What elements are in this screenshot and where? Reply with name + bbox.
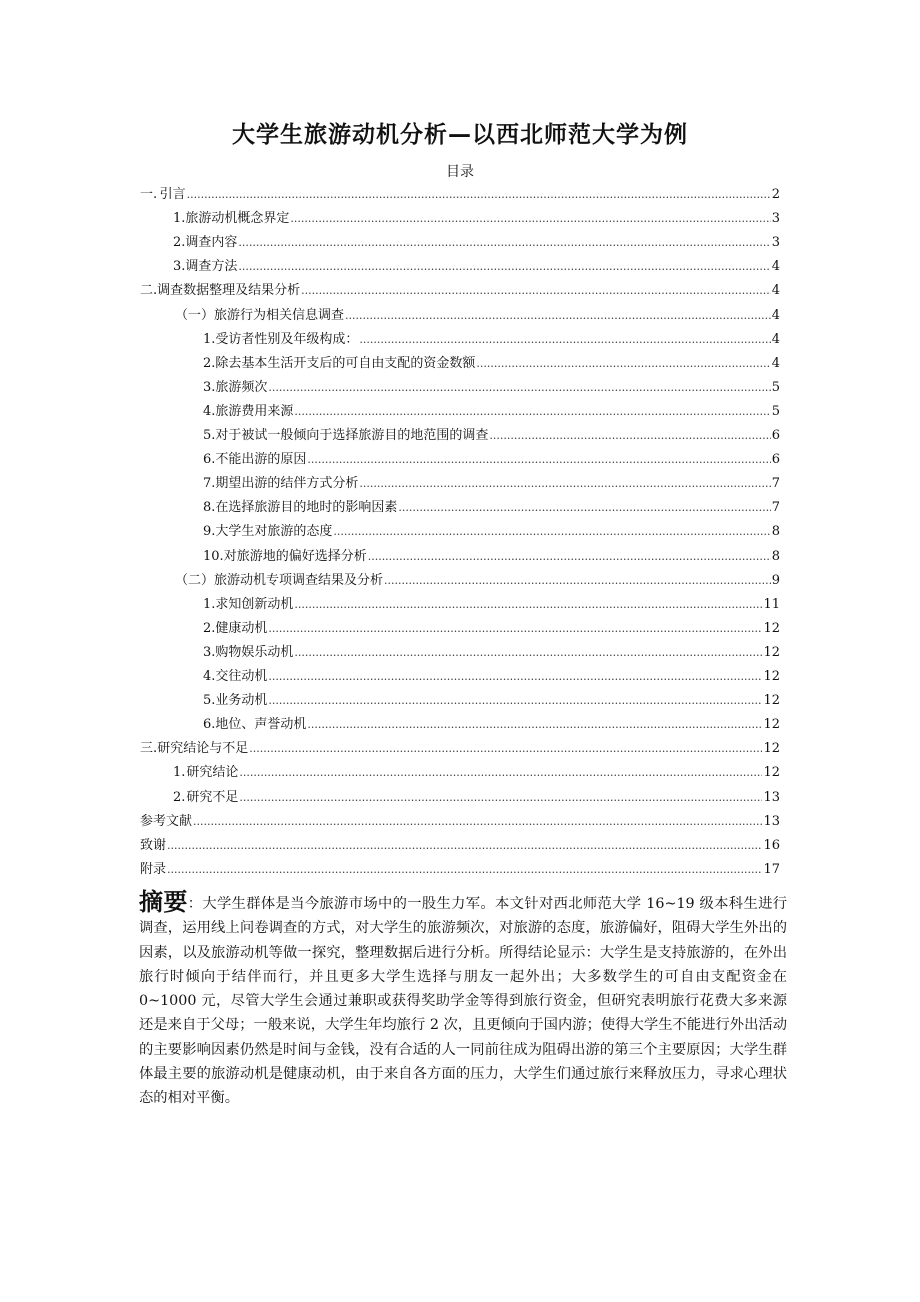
toc-entry-page: 3 xyxy=(771,211,780,227)
toc-leader-dots xyxy=(268,690,762,712)
toc-entry[interactable] xyxy=(140,859,780,881)
toc-leader-dots xyxy=(167,859,762,881)
toc-entry-number: 4. xyxy=(203,403,216,419)
toc-entry-page: 6 xyxy=(771,428,780,443)
toc-entry[interactable] xyxy=(203,666,780,688)
toc-leader-dots xyxy=(359,329,770,351)
toc-entry[interactable] xyxy=(203,497,780,519)
toc-entry-page: 6 xyxy=(771,452,780,468)
abstract-colon: ： xyxy=(187,896,203,912)
toc-entry[interactable] xyxy=(140,835,780,857)
toc-entry-number: 5. xyxy=(203,693,216,709)
toc-entry[interactable] xyxy=(203,594,780,616)
toc-entry-page: 4 xyxy=(771,259,780,275)
toc-leader-dots xyxy=(187,184,771,206)
toc-entry-page: 3 xyxy=(771,235,780,251)
toc-entry[interactable] xyxy=(203,377,780,399)
toc-leader-dots xyxy=(301,280,771,302)
toc-entry-number: 9. xyxy=(203,524,216,540)
toc-leader-dots xyxy=(167,835,762,857)
toc-entry[interactable] xyxy=(203,425,780,447)
abstract-label: 摘要 xyxy=(139,888,188,916)
toc-leader-dots xyxy=(476,353,770,375)
toc-leader-dots xyxy=(294,401,770,423)
toc-entry-label: 调查数据整理及结果分析 xyxy=(157,283,301,299)
toc-leader-dots xyxy=(294,642,762,664)
toc-entry-label: 研究结论与不足 xyxy=(157,741,249,757)
toc-entry-page: 4 xyxy=(771,331,780,347)
toc-entry-page: 8 xyxy=(771,524,780,540)
toc-entry[interactable] xyxy=(203,401,780,423)
toc-leader-dots xyxy=(268,377,770,399)
toc-entry-page: 4 xyxy=(771,307,780,323)
toc-entry-label: 旅游动机专项调查结果及分析 xyxy=(214,572,384,588)
toc-entry-label: 引言 xyxy=(159,187,186,202)
toc-entry-number: 2. xyxy=(203,355,216,371)
toc-entry-page: 4 xyxy=(771,283,780,299)
toc-entry-page: 4 xyxy=(771,355,780,371)
toc-entry-label: 旅游动机概念界定 xyxy=(185,211,290,227)
toc-entry-number: 7. xyxy=(203,476,216,492)
toc-entry-number: 三. xyxy=(140,741,158,757)
toc-leader-dots xyxy=(239,762,762,784)
toc-entry-label: 期望出游的结伴方式分析 xyxy=(215,476,359,492)
toc-entry[interactable] xyxy=(203,618,780,640)
toc-entry-number: 1. xyxy=(203,596,216,612)
toc-entry-page: 12 xyxy=(763,717,780,733)
toc-entry-number: 1. xyxy=(203,331,216,347)
toc-entry-label: 研究不足 xyxy=(186,789,239,805)
toc-entry[interactable] xyxy=(203,546,780,568)
toc-leader-dots xyxy=(268,618,762,640)
toc-entry-label: 致谢 xyxy=(140,837,167,853)
toc-leader-dots xyxy=(307,714,762,736)
toc-entry[interactable] xyxy=(173,787,780,809)
toc-entry-number: 5. xyxy=(203,428,216,443)
toc-entry-number: 8. xyxy=(203,500,216,516)
toc-entry-label: 调查内容 xyxy=(185,235,238,251)
toc-entry[interactable] xyxy=(140,184,780,206)
toc-entry[interactable] xyxy=(173,762,780,784)
toc-entry[interactable] xyxy=(203,642,780,664)
toc-entry-number: 6. xyxy=(203,717,216,733)
toc-leader-dots xyxy=(384,570,771,592)
toc-entry[interactable] xyxy=(203,473,780,495)
toc-entry-page: 12 xyxy=(763,620,780,636)
toc-entry-label: 业务动机 xyxy=(215,693,268,709)
toc-entry[interactable] xyxy=(140,280,780,302)
toc-leader-dots xyxy=(307,449,770,471)
toc-entry[interactable] xyxy=(203,329,780,351)
toc-leader-dots xyxy=(333,521,770,543)
toc-leader-dots xyxy=(359,473,770,495)
toc-leader-dots xyxy=(268,666,762,688)
document-title: 大学生旅游动机分析—以西北师范大学为例 xyxy=(232,122,688,148)
toc-entry-number: 一. xyxy=(140,187,158,202)
toc-leader-dots xyxy=(294,594,762,616)
toc-leader-dots xyxy=(290,208,770,230)
toc-entry[interactable] xyxy=(175,570,780,592)
toc-entry-label: 除去基本生活开支后的可自由支配的资金数额 xyxy=(215,355,476,371)
toc-entry-label: 购物娱乐动机 xyxy=(215,644,294,660)
toc-leader-dots xyxy=(238,232,770,254)
toc-entry-number: 3. xyxy=(203,644,216,660)
toc-entry-page: 12 xyxy=(763,741,780,757)
toc-entry-number: 4. xyxy=(203,669,216,684)
toc-entry-page: 12 xyxy=(763,765,780,781)
toc-entry-page: 12 xyxy=(763,644,780,660)
toc-entry[interactable] xyxy=(203,353,780,375)
toc-entry-label: 不能出游的原因 xyxy=(215,452,307,468)
toc-leader-dots xyxy=(239,787,762,809)
toc-entry-number: 2. xyxy=(203,620,216,636)
abstract-text: 大学生群体是当今旅游市场中的一股生力军。本文针对西北师范大学 16~19 级本科生进行调查，运用线上问卷调查的方式，对大学生的旅游频次，对旅游的态度，旅游偏好，阻碍大学生外出的因素，以及旅游动机等做一探究，整理数据后进行分析。所得结论显示：大学生是支持旅游的，在外出旅行时倾向于结伴而行，并且更多大学生选择与朋友一起外出；大多数学生的可自由支配资金在 0~1000 元，尽管大学生会通过兼职或获得奖助学金等得到旅行资金，但研究表明旅行花费大多来源还是来自于父母；一般来说，大学生年均旅行 2 次，且更倾向于国内游；使得大学生不能进行外出活动的主要影响因素仍然是时间与金钱，没有合适的人一同前往成为阻碍出游的第三个主要原因；大学生群体最主要的旅游动机是健康动机，由于来自各方面的压力，大学生们通过旅行来释放压力，寻求心理状态的相对平衡。 xyxy=(139,896,788,1107)
abstract-paragraph xyxy=(139,890,787,1111)
toc-entry-page: 13 xyxy=(763,789,780,805)
toc-entry[interactable] xyxy=(173,232,780,254)
toc-leader-dots xyxy=(193,811,762,833)
toc-heading: 目录 xyxy=(446,164,474,180)
toc-entry-number: 10. xyxy=(203,548,224,564)
toc-entry-page: 7 xyxy=(771,476,780,492)
toc-entry[interactable] xyxy=(140,738,780,760)
toc-entry-number: （二） xyxy=(175,572,215,588)
toc-entry[interactable] xyxy=(175,305,780,327)
toc-leader-dots xyxy=(345,305,771,327)
toc-entry-label: 受访者性别及年级构成： xyxy=(215,331,359,347)
toc-entry-page: 12 xyxy=(763,693,780,709)
toc-entry-label: 在选择旅游目的地时的影响因素 xyxy=(215,500,398,516)
toc-entry-label: 地位、声誉动机 xyxy=(215,717,307,733)
toc-entry[interactable] xyxy=(173,208,780,230)
toc-entry[interactable] xyxy=(173,256,780,278)
toc-entry-label: 对于被试一般倾向于选择旅游目的地范围的调查 xyxy=(215,428,489,443)
toc-leader-dots xyxy=(238,256,770,278)
toc-entry-label: 调查方法 xyxy=(185,259,238,275)
toc-entry-label: 交往动机 xyxy=(215,669,268,684)
toc-entry[interactable] xyxy=(203,714,780,736)
toc-leader-dots xyxy=(368,546,771,568)
toc-entry-page: 5 xyxy=(771,403,780,419)
toc-entry-label: 大学生对旅游的态度 xyxy=(215,524,333,540)
toc-entry-label: 旅游频次 xyxy=(215,379,268,395)
toc-entry-label: 对旅游地的偏好选择分析 xyxy=(223,548,367,564)
toc-entry-page: 7 xyxy=(771,500,780,516)
toc-entry-page: 11 xyxy=(763,596,780,612)
toc-entry[interactable] xyxy=(203,521,780,543)
toc-entry-page: 17 xyxy=(763,861,780,877)
toc-entry-label: 旅游费用来源 xyxy=(215,403,294,419)
toc-entry-page: 13 xyxy=(763,813,780,829)
toc-entry-page: 5 xyxy=(771,379,780,395)
toc-entry[interactable] xyxy=(203,690,780,712)
toc-leader-dots xyxy=(249,738,762,760)
toc-leader-dots xyxy=(489,425,770,447)
toc-leader-dots xyxy=(398,497,770,519)
toc-entry-number: 3. xyxy=(203,379,216,395)
toc-entry-number: 二. xyxy=(140,283,158,299)
toc-entry-page: 16 xyxy=(763,837,780,853)
toc-entry-number: 6. xyxy=(203,452,216,468)
toc-entry-page: 9 xyxy=(771,572,780,588)
toc-entry-number: 3. xyxy=(173,259,186,275)
toc-entry-label: 旅游行为相关信息调查 xyxy=(214,307,345,323)
toc-entry-label: 参考文献 xyxy=(140,813,193,829)
toc-entry-label: 求知创新动机 xyxy=(215,596,294,612)
toc-entry-number: 1. xyxy=(173,211,186,227)
toc-entry[interactable] xyxy=(140,811,780,833)
toc-entry-number: 2. xyxy=(173,789,186,805)
toc-entry-page: 8 xyxy=(771,548,780,564)
toc-entry-label: 附录 xyxy=(140,861,167,877)
toc-entry-number: 2. xyxy=(173,235,186,251)
toc-entry-label: 健康动机 xyxy=(215,620,268,636)
toc-entry[interactable] xyxy=(203,449,780,471)
toc-entry-label: 研究结论 xyxy=(186,765,239,781)
toc-entry-page: 12 xyxy=(763,669,780,684)
toc-entry-number: 1. xyxy=(173,765,186,781)
toc-entry-page: 2 xyxy=(771,187,780,202)
toc-entry-number: （一） xyxy=(175,307,215,323)
